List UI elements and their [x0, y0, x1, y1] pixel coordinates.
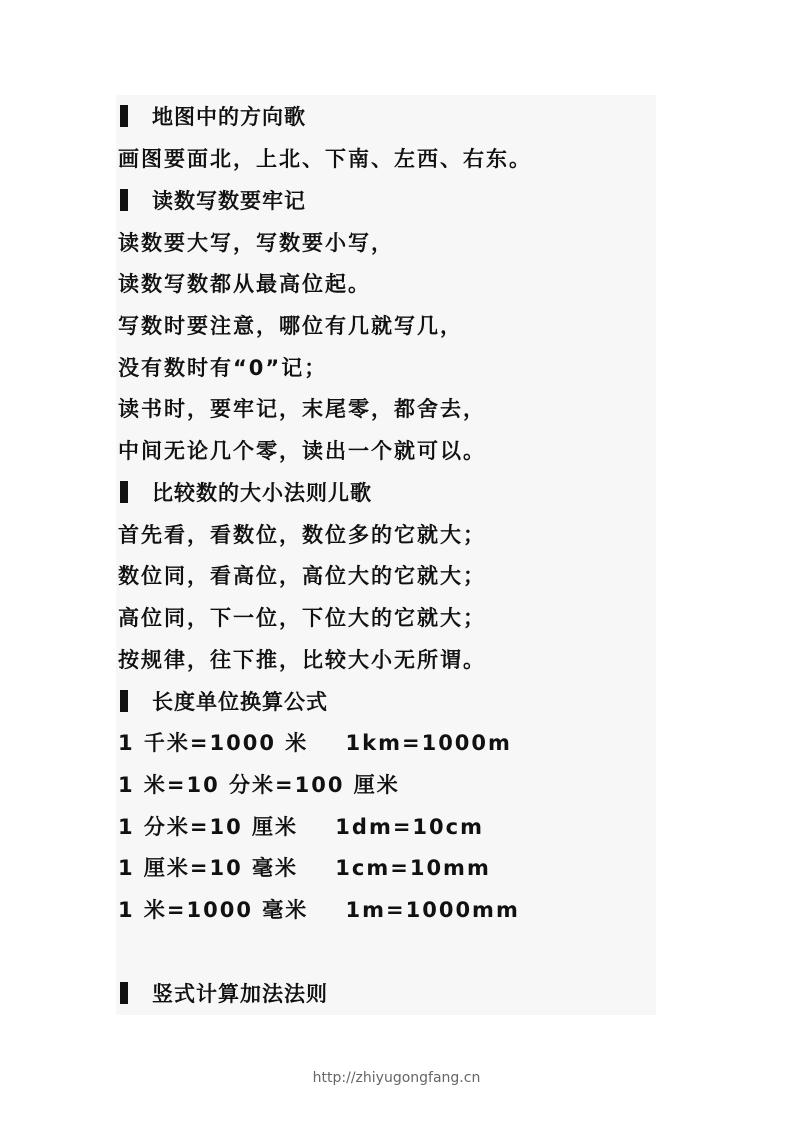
- footer-url: http://zhiyugongfang.cn: [312, 1070, 481, 1086]
- heading-bar-icon: [120, 189, 128, 211]
- text-line: 1 千米=1000 米 1km=1000m: [118, 731, 512, 756]
- section-heading: [118, 972, 678, 1014]
- section-heading: [118, 179, 678, 221]
- text-line: 1 米=10 分米=100 厘米: [118, 773, 400, 798]
- section-heading-text: 竖式计算加法法则: [152, 982, 328, 1006]
- text-line: 读数写数都从最高位起。: [118, 272, 371, 297]
- text-line: 数位同，看高位，高位大的它就大；: [118, 564, 486, 589]
- text-line: 没有数时有“0”记；: [118, 355, 328, 380]
- section-heading-text: 地图中的方向歌: [152, 105, 306, 129]
- heading-bar-icon: [120, 105, 128, 127]
- section-heading: [118, 95, 678, 137]
- section-heading-text: 比较数的大小法则儿歌: [152, 480, 372, 505]
- text-line: 中间无论几个零，读出一个就可以。: [118, 438, 486, 463]
- section-heading: [118, 471, 678, 513]
- text-line: 读数要大写，写数要小写，: [118, 230, 394, 255]
- section-heading-text: 读数写数要牢记: [152, 188, 306, 213]
- section-spacer: [118, 930, 678, 972]
- text-line: 画图要面北，上北、下南、左西、右东。: [118, 146, 532, 171]
- text-line: 1 米=1000 毫米 1m=1000mm: [118, 898, 520, 923]
- heading-bar-icon: [120, 481, 128, 503]
- text-line: 1 分米=10 厘米 1dm=10cm: [118, 814, 484, 839]
- text-line: 首先看，看数位，数位多的它就大；: [118, 522, 486, 547]
- heading-bar-icon: [120, 690, 128, 712]
- heading-bar-icon: [120, 982, 128, 1004]
- text-line: 按规律，往下推，比较大小无所谓。: [118, 647, 486, 672]
- text-line: 高位同，下一位，下位大的它就大；: [118, 606, 486, 631]
- text-line: 写数时要注意，哪位有几就写几，: [118, 313, 463, 338]
- section-heading-text: 长度单位换算公式: [152, 689, 328, 714]
- document-body: [118, 95, 678, 1014]
- section-heading: [118, 680, 678, 722]
- text-line: 1 厘米=10 毫米 1cm=10mm: [118, 856, 491, 881]
- text-line: 读书时，要牢记，末尾零，都舍去，: [118, 397, 486, 422]
